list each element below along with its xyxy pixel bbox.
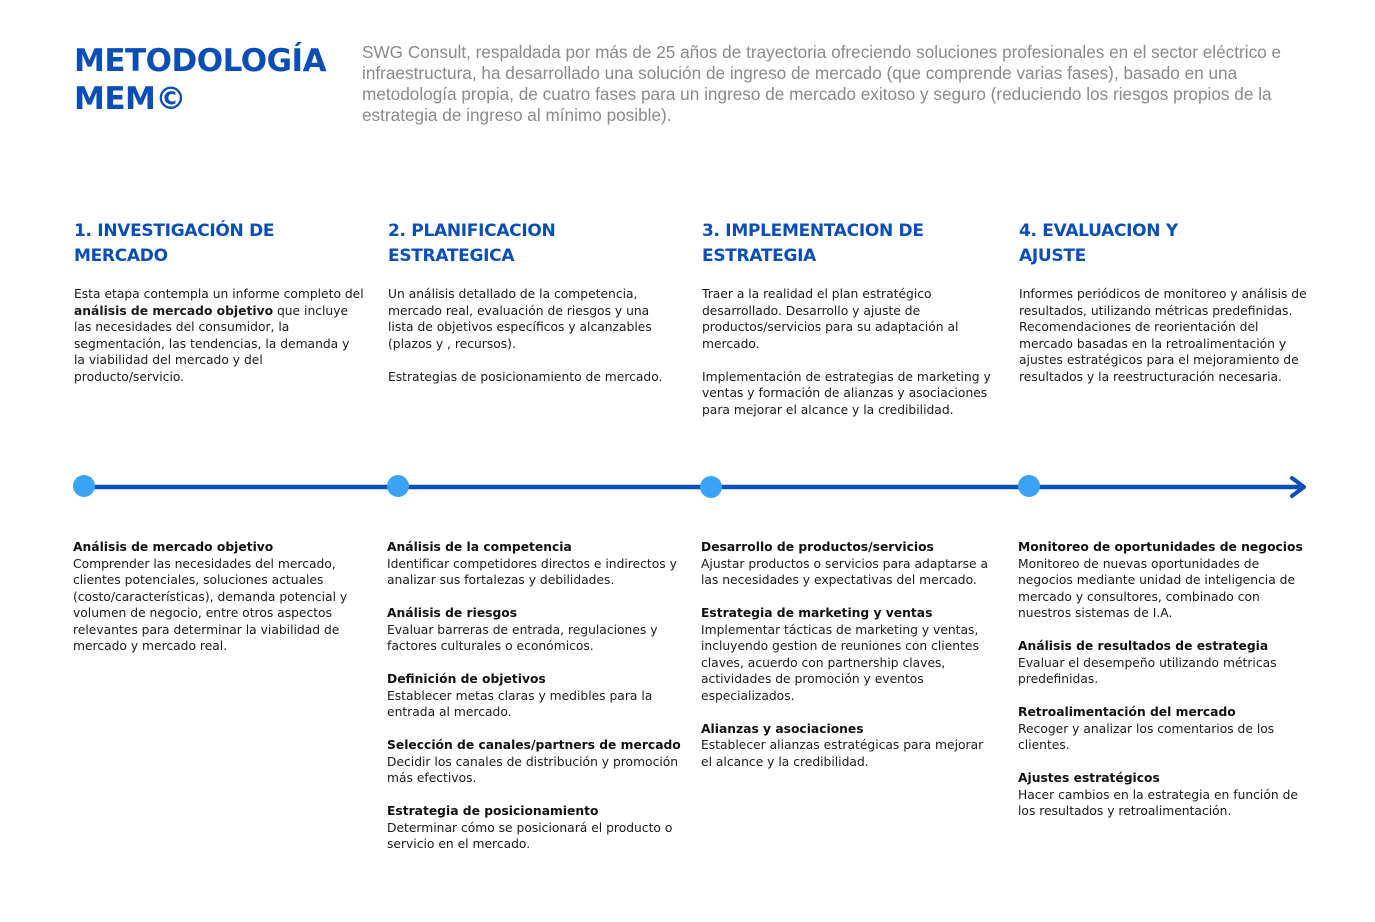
item-title: Monitoreo de oportunidades de negocios bbox=[1018, 540, 1303, 554]
phase-4-title-line2: AJUSTE bbox=[1019, 246, 1086, 266]
item-title: Selección de canales/partners de mercado bbox=[387, 738, 681, 752]
page-title bbox=[74, 42, 326, 118]
item-description: Establecer metas claras y medibles para la entrada al mercado. bbox=[387, 688, 653, 719]
phase-1-title-line2: MERCADO bbox=[74, 246, 168, 266]
timeline-dot-phase-2 bbox=[387, 475, 409, 497]
phase-2-desc-p1: Un análisis detallado de la competencia, mercado real, evaluación de riesgos y una lista de objetivos específicos y alcanzables (plazos y , recursos). bbox=[388, 287, 652, 351]
phase-2-title bbox=[388, 219, 688, 269]
list-item bbox=[73, 539, 368, 655]
item-description: Decidir los canales de distribución y promoción más efectivos. bbox=[387, 754, 679, 785]
phase-3-description bbox=[702, 286, 992, 435]
timeline-dot-phase-1 bbox=[73, 475, 95, 497]
list-item bbox=[701, 539, 996, 589]
page-title-line1: METODOLOGÍA bbox=[74, 43, 327, 79]
phase-3-title-line2: ESTRATEGIA bbox=[702, 246, 817, 266]
item-description: Identificar competidores directos e indirectos y analizar sus fortalezas y debilidades. bbox=[387, 556, 677, 587]
item-description: Evaluar el desempeño utilizando métricas predefinidas. bbox=[1018, 655, 1277, 686]
item-description: Establecer alianzas estratégicas para mejorar el alcance y la credibilidad. bbox=[701, 738, 984, 769]
phase-1-desc-post: que incluye las necesidades del consumidor, la segmentación, las tendencias, la demanda y la viabilidad del mercado y del producto/servicio. bbox=[74, 303, 350, 384]
phase-2-items bbox=[387, 539, 682, 869]
item-title: Retroalimentación del mercado bbox=[1018, 705, 1236, 719]
item-title: Desarrollo de productos/servicios bbox=[701, 540, 934, 554]
list-item bbox=[387, 539, 682, 589]
phase-3-title bbox=[702, 219, 1002, 269]
phase-1-desc-pre: Esta etapa contempla un informe completo del bbox=[74, 287, 364, 301]
phase-1-title-line1: 1. INVESTIGACIÓN DE bbox=[74, 221, 275, 241]
item-description: Implementar tácticas de marketing y ventas, incluyendo gestion de reuniones con clientes claves, acuerdo con partnership claves, actividades de promoción y eventos especializados. bbox=[701, 622, 979, 703]
phase-1-description bbox=[74, 286, 364, 402]
list-item bbox=[387, 605, 682, 655]
list-item bbox=[1018, 770, 1313, 820]
phase-4-items bbox=[1018, 539, 1313, 836]
phase-3-desc-p1: Traer a la realidad el plan estratégico desarrollado. Desarrollo y ajuste de productos/servicios para su adaptación al mercado. bbox=[702, 287, 959, 351]
item-title: Análisis de la competencia bbox=[387, 540, 572, 554]
phase-2-description bbox=[388, 286, 678, 402]
list-item bbox=[701, 721, 996, 771]
page-title-line2: MEM© bbox=[74, 81, 186, 117]
item-description: Evaluar barreras de entrada, regulaciones y factores culturales o económicos. bbox=[387, 622, 658, 653]
timeline-dot-phase-4 bbox=[1018, 475, 1040, 497]
item-title: Alianzas y asociaciones bbox=[701, 721, 864, 736]
item-description: Comprender las necesidades del mercado, clientes potenciales, soluciones actuales (costo/características), demanda potencial y volumen de negocio, entre otros aspectos relevantes para determinar la viabilidad de mercado y mercado real. bbox=[73, 556, 348, 653]
list-item bbox=[387, 671, 682, 721]
intro-paragraph: SWG Consult, respaldada por más de 25 años de trayectoria ofreciendo soluciones profesionales en el sector eléctrico e infraestructura, ha desarrollado una solución de ingreso de mercado (que comprende varias fases), basado en una metodología propia, de cuatro fases para un ingreso de mercado exitoso y seguro (reduciendo los riesgos propios de la estrategia de ingreso al mínimo posible). bbox=[362, 42, 1282, 125]
phase-2-desc-p2: Estrategias de posicionamiento de mercado. bbox=[388, 369, 663, 384]
phase-4-desc-p1: Informes periódicos de monitoreo y análisis de resultados, utilizando métricas predefinidas. Recomendaciones de reorientación del mercado basadas en la retroalimentación y ajustes estratégicos para el mejoramiento de resultados y la reestructuración necesaria. bbox=[1019, 287, 1307, 384]
phase-1-desc-bold: análisis de mercado objetivo bbox=[74, 303, 274, 318]
list-item bbox=[387, 737, 682, 787]
phase-4-description bbox=[1019, 286, 1309, 402]
phase-4-title bbox=[1019, 219, 1319, 269]
phase-3-items bbox=[701, 539, 996, 787]
phase-4-title-line1: 4. EVALUACION Y bbox=[1019, 221, 1178, 241]
timeline-dot-phase-3 bbox=[700, 476, 722, 498]
list-item bbox=[1018, 539, 1313, 622]
item-description: Determinar cómo se posicionará el producto o servicio en el mercado. bbox=[387, 820, 673, 851]
item-description: Ajustar productos o servicios para adaptarse a las necesidades y expectativas del mercado. bbox=[701, 556, 989, 587]
item-title: Definición de objetivos bbox=[387, 672, 546, 686]
phase-3-desc-p2: Implementación de estrategias de marketing y ventas y formación de alianzas y asociaciones para mejorar el alcance y la credibilidad. bbox=[702, 369, 991, 417]
item-title: Análisis de riesgos bbox=[387, 606, 518, 620]
item-description: Recoger y analizar los comentarios de los clientes. bbox=[1018, 721, 1275, 752]
list-item bbox=[1018, 638, 1313, 688]
phase-3-title-line1: 3. IMPLEMENTACION DE bbox=[702, 221, 924, 241]
phase-1-items bbox=[73, 539, 368, 671]
item-description: Monitoreo de nuevas oportunidades de negocios mediante unidad de inteligencia de mercado y consultores, combinado con nuestros sistemas de I.A. bbox=[1018, 556, 1296, 620]
item-title: Análisis de mercado objetivo bbox=[73, 540, 274, 554]
item-title: Ajustes estratégicos bbox=[1018, 771, 1160, 785]
phase-2-title-line1: 2. PLANIFICACION bbox=[388, 221, 556, 241]
item-description: Hacer cambios en la estrategia en función de los resultados y retroalimentación. bbox=[1018, 787, 1298, 818]
list-item bbox=[387, 803, 682, 853]
timeline-arrow-icon bbox=[1292, 478, 1304, 496]
phase-2-title-line2: ESTRATEGICA bbox=[388, 246, 515, 266]
list-item bbox=[1018, 704, 1313, 754]
item-title: Estrategia de posicionamiento bbox=[387, 804, 599, 818]
list-item bbox=[701, 605, 996, 704]
item-title: Análisis de resultados de estrategia bbox=[1018, 639, 1269, 653]
phase-1-title bbox=[74, 219, 374, 269]
item-title: Estrategia de marketing y ventas bbox=[701, 606, 933, 620]
